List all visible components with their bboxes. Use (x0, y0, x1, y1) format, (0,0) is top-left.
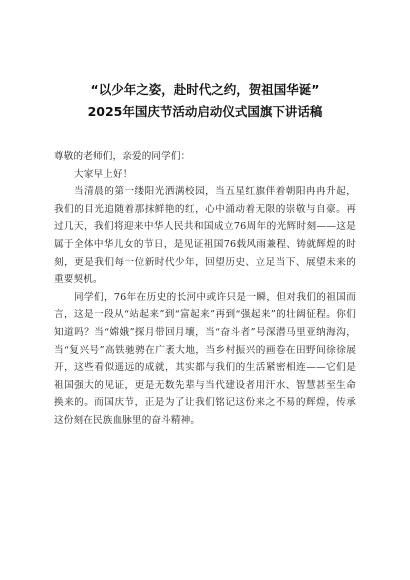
document-title-line-1: “以少年之姿，赴时代之约，贺祖国华诞” (90, 82, 320, 97)
paragraph-2: 同学们，76年在历史的长河中或许只是一瞬，但对我们的祖国而言，这是一段从“站起来”到“富起来”再到“强起来”的壮阔征程。你们知道吗？当“嫦娥”探月带回月壤，当“奋斗者”号深潜马里亚纳海沟，当“复兴号”高铁驰骋在广袤大地，当乡村振兴的画卷在田野间徐徐展开，这些看似遥远的成就，其实都与我们的生活紧密相连——它们是祖国强大的见证，更是无数先辈与当代建设者用汗水、智慧甚至生命换来的。而国庆节，正是为了让我们铭记这份来之不易的辉煌，传承这份刻在民族血脉里的奋斗精神。 (54, 291, 356, 426)
paragraph-1: 当清晨的第一缕阳光洒满校园，当五星红旗伴着朝阳冉冉升起，我们的目光追随着那抹鲜艳的红，心中涌动着无限的崇敬与自豪。再过几天，我们将迎来中华人民共和国成立76周年的光辉时刻——这是属于全体中华儿女的节日，是见证祖国76载风雨兼程、铸就辉煌的时刻，更是我们每一位新时代少年，回望历史、立足当下、展望未来的重要契机。 (54, 186, 356, 286)
speech-body (54, 148, 356, 430)
salutation: 尊敬的老师们，亲爱的同学们： (54, 151, 191, 162)
greeting: 大家早上好！ (74, 168, 133, 180)
document-title-line-2: 2025年国庆节活动启动仪式国旗下讲话稿 (87, 104, 323, 119)
